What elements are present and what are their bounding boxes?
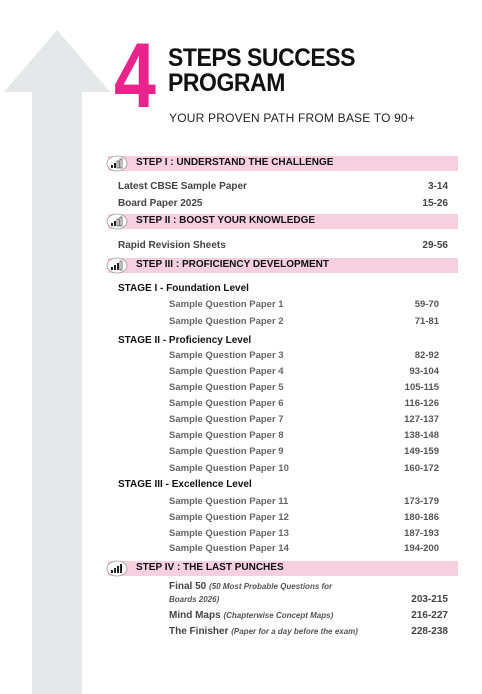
toc-page-range: 138-148 <box>404 430 439 441</box>
toc-page-range: 29-56 <box>422 240 448 251</box>
toc-entry[interactable]: Sample Question Paper 7 <box>169 414 284 425</box>
entry-title: The Finisher <box>169 626 229 637</box>
toc-entry[interactable]: Sample Question Paper 13 <box>169 528 289 539</box>
stage-3-label: STAGE III - Excellence Level <box>118 479 252 490</box>
toc-page-range: 173-179 <box>404 496 439 507</box>
stage-1-label: STAGE I - Foundation Level <box>118 283 249 294</box>
toc-page-range: 203-215 <box>411 594 448 605</box>
entry-title: Final 50 <box>169 581 207 592</box>
entry-note: (Paper for a day before the exam) <box>231 627 358 636</box>
toc-page-range: 160-172 <box>404 463 439 474</box>
toc-page-range: 71-81 <box>414 316 439 327</box>
toc-entry[interactable]: Sample Question Paper 10 <box>169 463 289 474</box>
toc-page-range: 93-104 <box>409 366 439 377</box>
toc-entry[interactable]: Latest CBSE Sample Paper <box>118 181 247 192</box>
toc-entry[interactable] <box>169 626 358 637</box>
signal-bars-icon <box>106 155 128 172</box>
toc-entry[interactable]: Board Paper 2025 <box>118 198 203 209</box>
step-2-band <box>108 214 458 229</box>
toc-entry[interactable]: Sample Question Paper 8 <box>169 430 284 441</box>
step-3-label: STEP III : PROFICIENCY DEVELOPMENT <box>136 259 329 270</box>
toc-entry[interactable]: Sample Question Paper 14 <box>169 543 289 554</box>
entry-note: (50 Most Probable Questions for <box>209 582 333 591</box>
toc-entry[interactable]: Sample Question Paper 3 <box>169 350 284 361</box>
stage-2-label: STAGE II - Proficiency Level <box>118 335 252 346</box>
toc-entry-continued <box>169 594 219 605</box>
step-1-band <box>108 156 458 171</box>
toc-page-range: 105-115 <box>404 382 439 393</box>
signal-bars-icon <box>106 257 128 274</box>
toc-entry[interactable]: Sample Question Paper 9 <box>169 446 284 457</box>
title-line-1: STEPS SUCCESS <box>168 44 356 72</box>
entry-note: (Chapterwise Concept Maps) <box>223 611 334 620</box>
signal-bars-icon <box>106 213 128 230</box>
toc-page-range: 194-200 <box>404 543 439 554</box>
toc-page-range: 3-14 <box>427 181 448 192</box>
toc-page-range: 59-70 <box>414 299 439 310</box>
step-4-label: STEP IV : THE LAST PUNCHES <box>136 562 284 573</box>
toc-entry[interactable]: Sample Question Paper 1 <box>169 299 284 310</box>
toc-page-range: 228-238 <box>411 626 448 637</box>
toc-entry[interactable]: Sample Question Paper 2 <box>169 316 284 327</box>
step-1-label: STEP I : UNDERSTAND THE CHALLENGE <box>136 157 334 168</box>
toc-page-range: 216-227 <box>411 610 448 621</box>
signal-bars-icon <box>106 560 128 577</box>
toc-entry[interactable]: Sample Question Paper 11 <box>169 496 289 507</box>
entry-note: Boards 2026) <box>169 595 220 604</box>
toc-page-range: 149-159 <box>404 446 439 457</box>
title-line-2: PROGRAM <box>168 69 285 97</box>
step-2-label: STEP II : BOOST YOUR KNOWLEDGE <box>136 215 316 226</box>
toc-entry[interactable] <box>169 610 333 621</box>
toc-entry[interactable]: Sample Question Paper 12 <box>169 512 289 523</box>
step-count-number: 4 <box>114 25 153 127</box>
toc-entry[interactable]: Sample Question Paper 4 <box>169 366 284 377</box>
toc-page-range: 187-193 <box>404 528 439 539</box>
page-title <box>168 46 355 96</box>
toc-entry[interactable]: Rapid Revision Sheets <box>118 240 226 251</box>
progress-arrow-graphic <box>0 0 112 694</box>
toc-entry[interactable]: Sample Question Paper 6 <box>169 398 284 409</box>
entry-title: Mind Maps <box>169 610 221 621</box>
toc-entry[interactable] <box>169 581 332 592</box>
step-3-band <box>108 258 458 273</box>
toc-page-range: 116-126 <box>404 398 439 409</box>
toc-entry[interactable]: Sample Question Paper 5 <box>169 382 284 393</box>
page-subtitle: YOUR PROVEN PATH FROM BASE TO 90+ <box>169 111 416 125</box>
step-4-band <box>108 561 458 576</box>
toc-page-range: 82-92 <box>414 350 439 361</box>
toc-page-range: 127-137 <box>404 414 439 425</box>
toc-page-range: 15-26 <box>422 198 448 209</box>
toc-page-range: 180-186 <box>404 512 439 523</box>
